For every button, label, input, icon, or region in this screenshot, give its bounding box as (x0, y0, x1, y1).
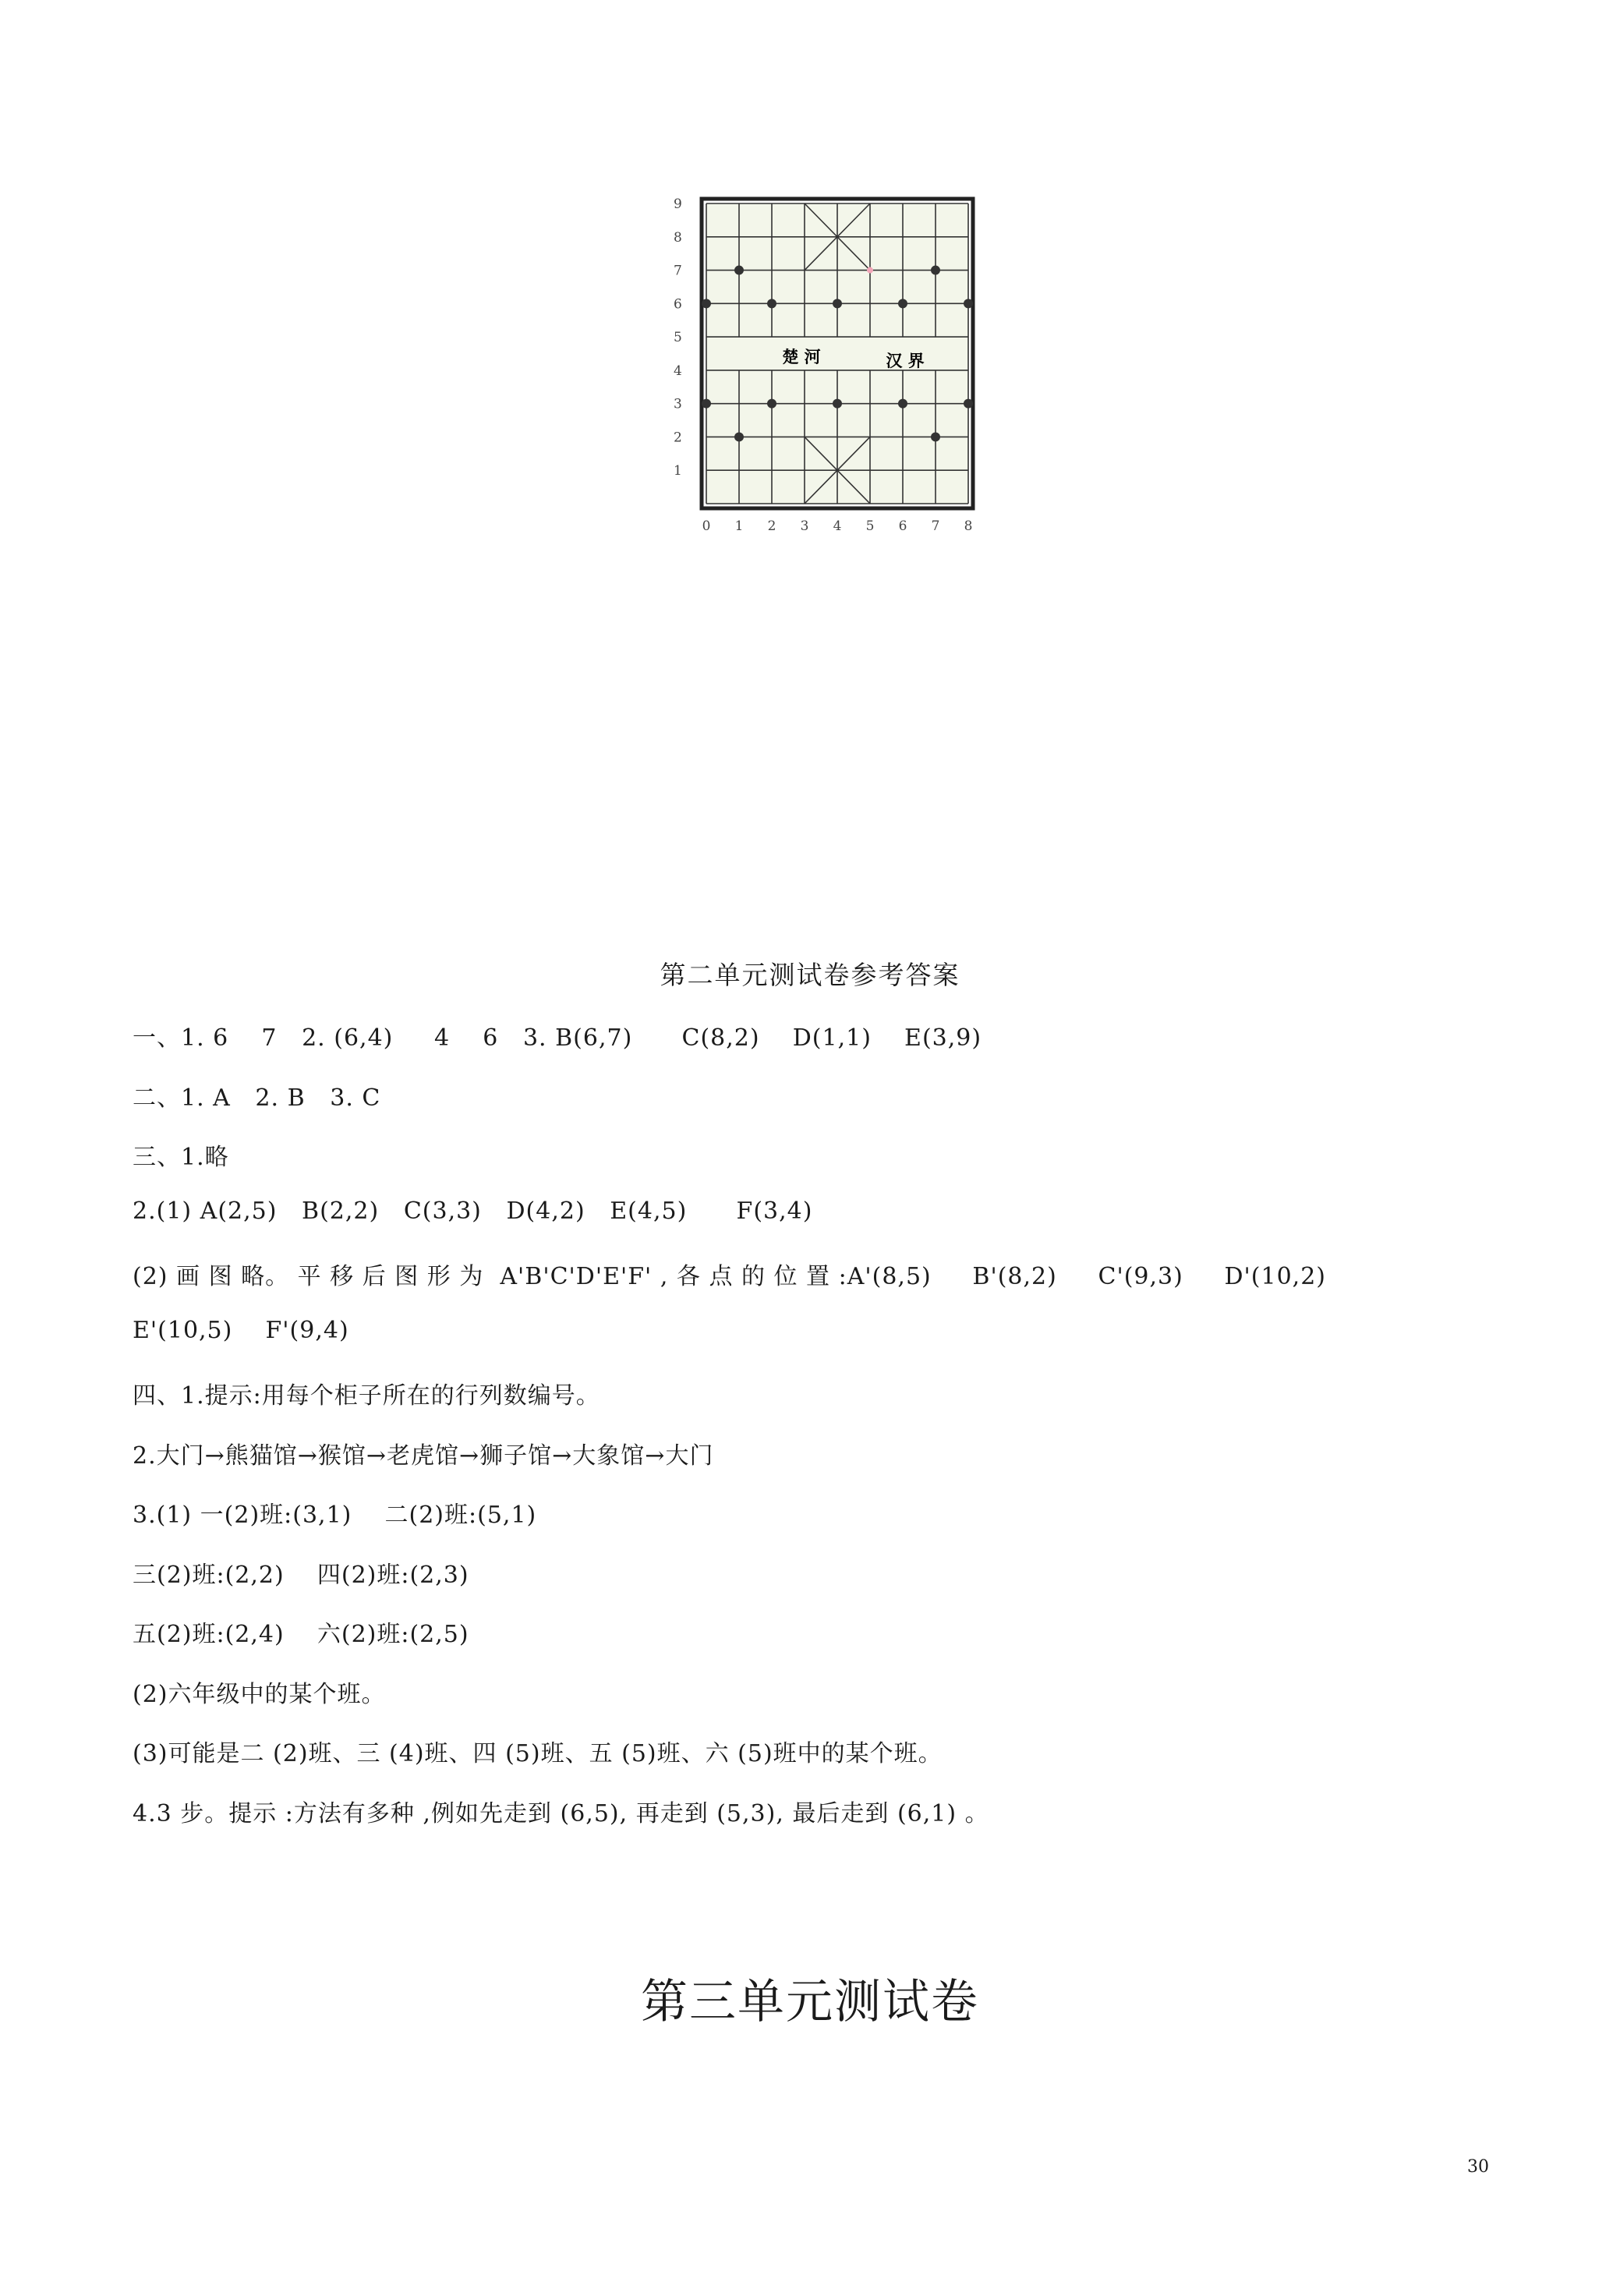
x-axis-tick-label: 5 (865, 518, 875, 534)
y-axis-tick-label: 1 (674, 463, 682, 479)
river-label-han-jie: 汉 界 (886, 351, 925, 370)
x-axis-tick-label: 4 (833, 518, 842, 534)
answer-line-14: 4.3 步。提示 :方法有多种 ,例如先走到 (6,5), 再走到 (5,3), 最后走到 (6,1) 。 (133, 1800, 989, 1827)
x-axis-labels (702, 518, 973, 534)
board-point-marker (964, 399, 973, 409)
answer-line-9: 3.(1) 一(2)班:(3,1) 二(2)班:(5,1) (133, 1502, 537, 1529)
x-axis-tick-label: 2 (767, 518, 776, 534)
y-axis-tick-label: 7 (674, 263, 682, 279)
board-point-marker (767, 299, 776, 308)
unit-3-heading: 第三单元测试卷 (641, 1975, 979, 2029)
answer-line-7: 四、1.提示:用每个柜子所在的行列数编号。 (133, 1382, 600, 1410)
page-number: 30 (1467, 2157, 1489, 2177)
board-point-marker (931, 432, 940, 441)
board-point-marker (833, 299, 842, 308)
answer-line-13: (3)可能是二 (2)班、三 (4)班、四 (5)班、五 (5)班、六 (5)班中的某个班。 (133, 1740, 943, 1767)
y-axis-tick-label: 8 (674, 229, 682, 246)
board-point-marker (931, 266, 940, 275)
board-point-marker (702, 399, 711, 409)
chessboard-figure (667, 192, 995, 535)
board-point-marker (833, 399, 842, 409)
highlight-point-marker (867, 267, 873, 274)
answer-key-title: 第二单元测试卷参考答案 (660, 960, 960, 990)
y-axis-tick-label: 6 (674, 296, 682, 313)
board-point-marker (898, 299, 907, 308)
chessboard-grid (702, 199, 973, 508)
y-axis-tick-label: 5 (674, 330, 682, 346)
board-point-marker (898, 399, 907, 409)
answer-line-10: 三(2)班:(2,2) 四(2)班:(2,3) (133, 1562, 469, 1589)
answer-line-12: (2)六年级中的某个班。 (133, 1681, 386, 1708)
answer-line-5: (2) 画 图 略。 平 移 后 图 形 为 A'B'C'D'E'F' , 各 点 的 位 置 :A'(8,5) B'(8,2) C'(9,3) D'(10,2) (133, 1263, 1327, 1290)
answer-line-1: 一、1. 6 7 2. (6,4) 4 6 3. B(6,7) C(8,2) D(1,1) E(3,9) (133, 1024, 982, 1052)
river-label-chu-he: 楚 河 (782, 347, 821, 366)
y-axis-labels (674, 196, 682, 479)
y-axis-tick-label: 4 (674, 363, 682, 379)
board-point-marker (964, 299, 973, 308)
x-axis-tick-label: 1 (734, 518, 744, 534)
answer-line-8: 2.大门→熊猫馆→猴馆→老虎馆→狮子馆→大象馆→大门 (133, 1442, 714, 1470)
y-axis-tick-label: 2 (674, 430, 682, 446)
x-axis-tick-label: 8 (964, 518, 973, 534)
answer-line-6: E'(10,5) F'(9,4) (133, 1317, 349, 1344)
answer-line-4: 2.(1) A(2,5) B(2,2) C(3,3) D(4,2) E(4,5) F(3,4) (133, 1198, 813, 1225)
x-axis-tick-label: 3 (800, 518, 809, 534)
board-point-marker (767, 399, 776, 409)
x-axis-tick-label: 0 (702, 518, 711, 534)
x-axis-tick-label: 6 (898, 518, 907, 534)
board-point-marker (734, 432, 744, 441)
y-axis-tick-label: 3 (674, 396, 682, 412)
board-point-marker (702, 299, 711, 308)
x-axis-tick-label: 7 (931, 518, 940, 534)
answer-line-2: 二、1. A 2. B 3. C (133, 1084, 381, 1112)
answer-line-11: 五(2)班:(2,4) 六(2)班:(2,5) (133, 1621, 469, 1648)
answer-line-3: 三、1.略 (133, 1144, 229, 1171)
y-axis-tick-label: 9 (674, 196, 682, 212)
board-point-marker (734, 266, 744, 275)
